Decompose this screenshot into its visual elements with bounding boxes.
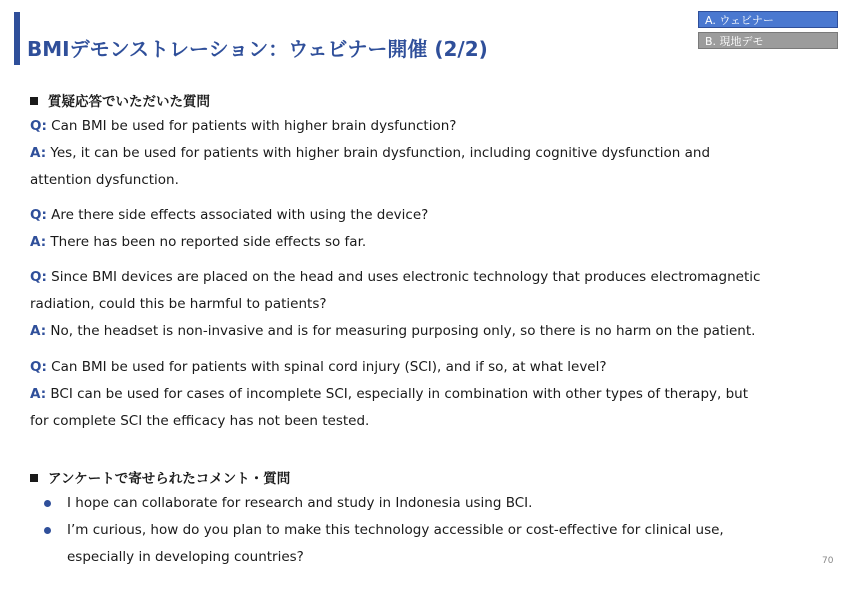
a-label: A:: [30, 145, 47, 161]
q-label: Q:: [30, 269, 47, 285]
q-label: Q:: [30, 359, 47, 375]
a-label: A:: [30, 323, 47, 339]
q-label: Q:: [30, 207, 47, 223]
comment-2-cont: especially in developing countries?: [67, 549, 304, 565]
bullet-dot-icon: [44, 500, 51, 507]
qa-1-answer: [30, 140, 710, 167]
qa-3-question: [30, 264, 760, 291]
qa-heading-text: 質疑応答でいただいた質問: [48, 94, 210, 110]
bullet-dot-icon: [44, 527, 51, 534]
tag-onsite-demo: B. 現地デモ: [698, 32, 838, 49]
qa-3-question-cont: radiation, could this be harmful to patients?: [30, 296, 327, 312]
a-label: A:: [30, 386, 47, 402]
comments-heading-text: アンケートで寄せられたコメント・質問: [48, 471, 291, 487]
question-text: Are there side effects associated with using the device?: [51, 207, 429, 223]
page-title: BMIデモンストレーション：ウェビナー開催 (2/2): [27, 37, 488, 61]
qa-4-answer-cont: for complete SCI the efficacy has not been tested.: [30, 413, 370, 429]
comment-2: I’m curious, how do you plan to make this technology accessible or cost-effective for clinical use,: [67, 522, 724, 538]
answer-text: Yes, it can be used for patients with higher brain dysfunction, including cognitive dysfunction and: [50, 145, 711, 161]
comments-section-heading: [30, 467, 290, 487]
qa-2-question: [30, 202, 428, 229]
qa-1-answer-cont: attention dysfunction.: [30, 172, 179, 188]
square-bullet-icon: [30, 474, 38, 482]
qa-4-question: [30, 354, 607, 381]
qa-2-answer: [30, 229, 366, 256]
answer-text: BCI can be used for cases of incomplete SCI, especially in combination with other types of therapy, but: [50, 386, 749, 402]
q-label: Q:: [30, 118, 47, 134]
answer-text: There has been no reported side effects so far.: [50, 234, 367, 250]
qa-3-answer: [30, 318, 755, 345]
qa-section-heading: [30, 90, 210, 110]
answer-text: No, the headset is non-invasive and is for measuring purposing only, so there is no harm on the patient.: [50, 323, 756, 339]
square-bullet-icon: [30, 97, 38, 105]
qa-4-answer: [30, 381, 748, 408]
a-label: A:: [30, 234, 47, 250]
question-text: Since BMI devices are placed on the head and uses electronic technology that produces electromagnetic: [51, 269, 761, 285]
tag-webinar: A. ウェビナー: [698, 11, 838, 28]
page-number: 70: [822, 556, 834, 566]
question-text: Can BMI be used for patients with spinal cord injury (SCI), and if so, at what level?: [51, 359, 607, 375]
qa-1-question: [30, 113, 456, 140]
comment-1: I hope can collaborate for research and study in Indonesia using BCI.: [67, 495, 533, 511]
question-text: Can BMI be used for patients with higher brain dysfunction?: [51, 118, 457, 134]
title-accent-bar: [14, 12, 20, 65]
